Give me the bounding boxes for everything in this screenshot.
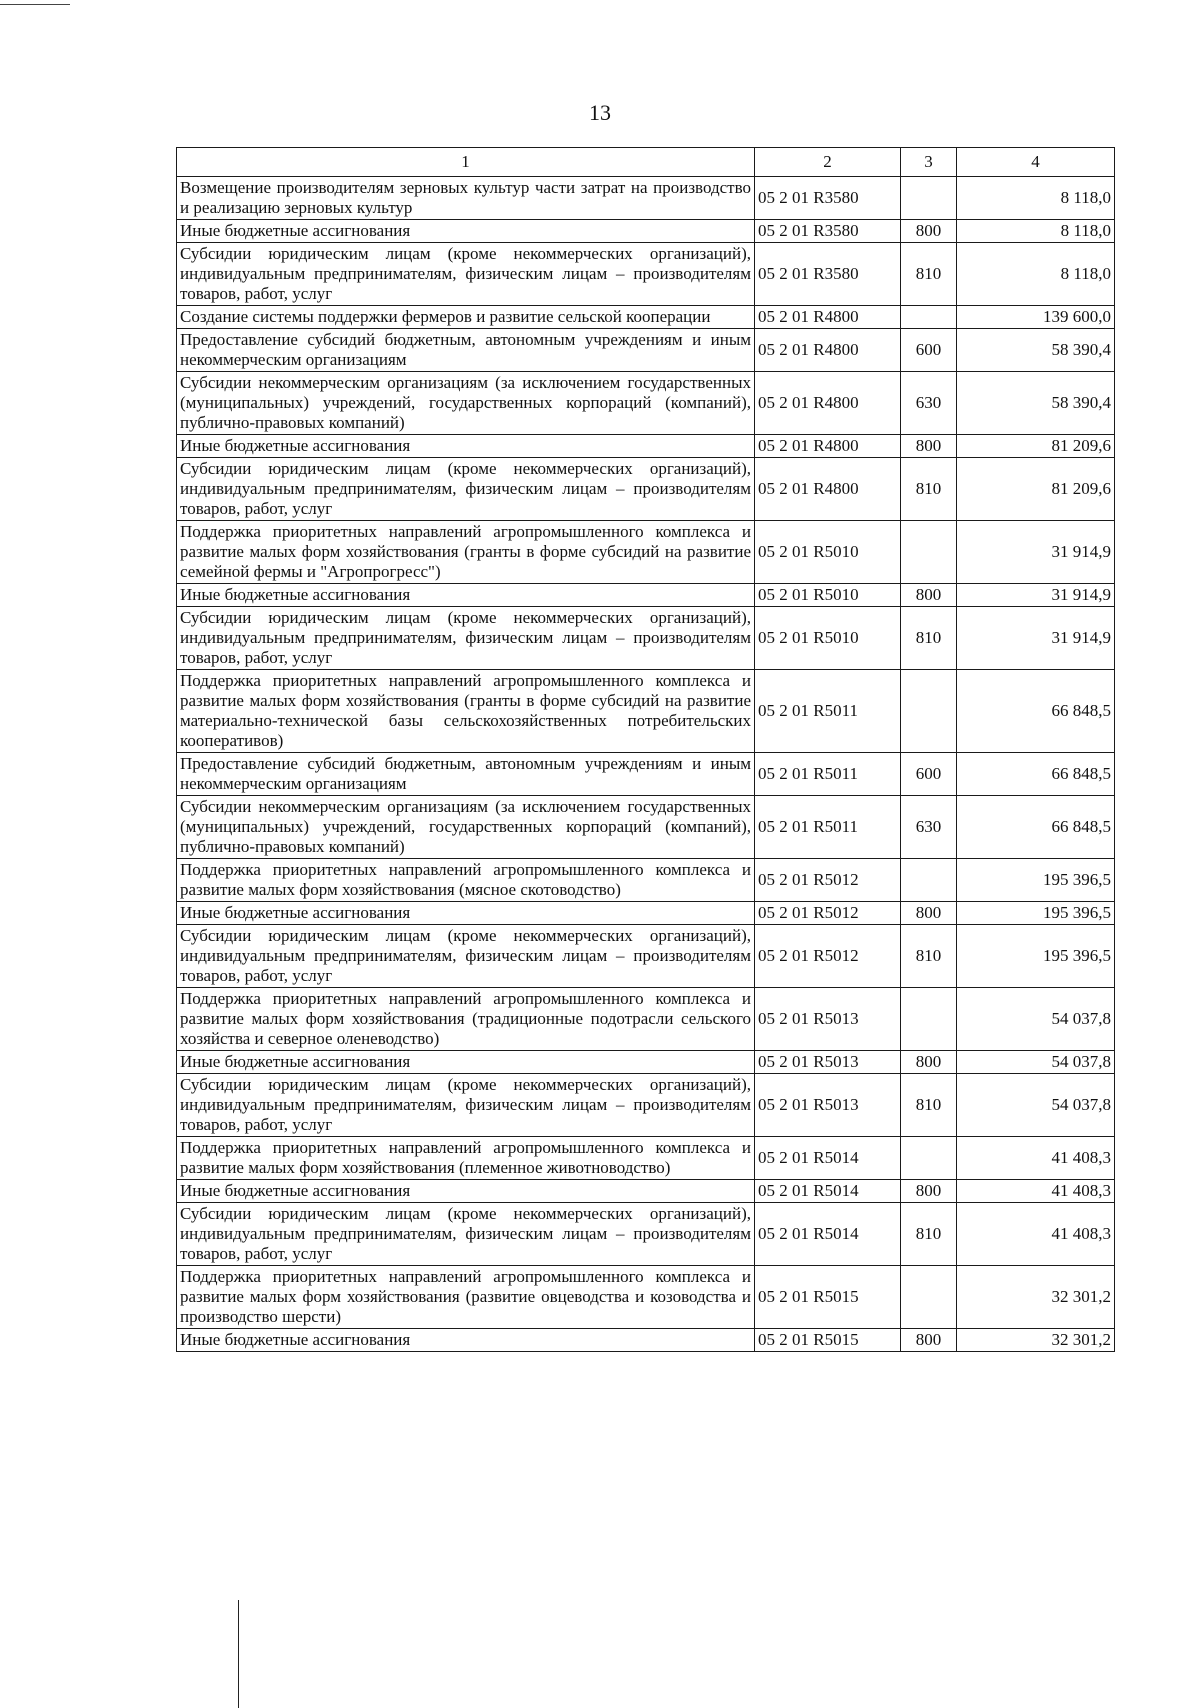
budget-table xyxy=(176,147,1115,1352)
table-row xyxy=(177,670,1115,753)
row-name: Иные бюджетные ассигнования xyxy=(177,220,755,243)
row-code: 05 2 01 R5012 xyxy=(755,859,901,902)
row-expense-type: 800 xyxy=(901,435,957,458)
row-amount: 195 396,5 xyxy=(957,902,1115,925)
row-name: Иные бюджетные ассигнования xyxy=(177,902,755,925)
header-col-2: 2 xyxy=(755,148,901,177)
row-code: 05 2 01 R5011 xyxy=(755,796,901,859)
row-expense-type: 800 xyxy=(901,220,957,243)
scan-edge-line xyxy=(0,4,70,5)
table-row xyxy=(177,435,1115,458)
row-expense-type xyxy=(901,670,957,753)
row-code: 05 2 01 R5013 xyxy=(755,988,901,1051)
row-amount: 54 037,8 xyxy=(957,1074,1115,1137)
table-row xyxy=(177,1180,1115,1203)
row-expense-type: 800 xyxy=(901,1051,957,1074)
row-name: Поддержка приоритетных направлений агропромышленного комплекса и развитие малых форм хозяйствования (развитие овцеводства и козоводства и производство шерсти) xyxy=(177,1266,755,1329)
row-expense-type xyxy=(901,859,957,902)
row-code: 05 2 01 R5014 xyxy=(755,1180,901,1203)
row-amount: 66 848,5 xyxy=(957,796,1115,859)
row-expense-type: 800 xyxy=(901,902,957,925)
row-amount: 58 390,4 xyxy=(957,372,1115,435)
row-code: 05 2 01 R3580 xyxy=(755,220,901,243)
row-name: Субсидии юридическим лицам (кроме некоммерческих организаций), индивидуальным предпринимателям, физическим лицам – производителям товаров, работ, услуг xyxy=(177,607,755,670)
row-code: 05 2 01 R4800 xyxy=(755,435,901,458)
row-name: Поддержка приоритетных направлений агропромышленного комплекса и развитие малых форм хозяйствования (гранты в форме субсидий на развитие семейной фермы и "Агропрогресс") xyxy=(177,521,755,584)
row-name: Иные бюджетные ассигнования xyxy=(177,1329,755,1352)
row-amount: 66 848,5 xyxy=(957,753,1115,796)
table-row xyxy=(177,372,1115,435)
row-amount: 81 209,6 xyxy=(957,458,1115,521)
row-amount: 8 118,0 xyxy=(957,220,1115,243)
row-name: Субсидии некоммерческим организациям (за исключением государственных (муниципальных) учреждений, государственных корпораций (компаний), публично-правовых компаний) xyxy=(177,372,755,435)
row-expense-type: 810 xyxy=(901,1074,957,1137)
table-row xyxy=(177,1266,1115,1329)
row-expense-type: 800 xyxy=(901,1329,957,1352)
row-code: 05 2 01 R5015 xyxy=(755,1266,901,1329)
row-name: Поддержка приоритетных направлений агропромышленного комплекса и развитие малых форм хозяйствования (гранты в форме субсидий на развитие материально-технической базы сельскохозяйственных потребительских кооперативов) xyxy=(177,670,755,753)
row-code: 05 2 01 R4800 xyxy=(755,306,901,329)
row-name: Создание системы поддержки фермеров и развитие сельской кооперации xyxy=(177,306,755,329)
table-row xyxy=(177,988,1115,1051)
row-name: Иные бюджетные ассигнования xyxy=(177,1051,755,1074)
table-row xyxy=(177,329,1115,372)
row-code: 05 2 01 R4800 xyxy=(755,458,901,521)
header-col-3: 3 xyxy=(901,148,957,177)
row-code: 05 2 01 R5011 xyxy=(755,753,901,796)
row-amount: 195 396,5 xyxy=(957,859,1115,902)
row-name: Субсидии юридическим лицам (кроме некоммерческих организаций), индивидуальным предпринимателям, физическим лицам – производителям товаров, работ, услуг xyxy=(177,458,755,521)
row-amount: 32 301,2 xyxy=(957,1266,1115,1329)
row-code: 05 2 01 R5013 xyxy=(755,1074,901,1137)
row-amount: 32 301,2 xyxy=(957,1329,1115,1352)
table-row xyxy=(177,177,1115,220)
row-code: 05 2 01 R5014 xyxy=(755,1137,901,1180)
table-row xyxy=(177,306,1115,329)
row-expense-type: 600 xyxy=(901,329,957,372)
row-code: 05 2 01 R4800 xyxy=(755,372,901,435)
page-number: 13 xyxy=(589,100,611,125)
table-row xyxy=(177,1329,1115,1352)
row-amount: 41 408,3 xyxy=(957,1180,1115,1203)
row-name: Предоставление субсидий бюджетным, автономным учреждениям и иным некоммерческим организациям xyxy=(177,329,755,372)
table-body xyxy=(177,177,1115,1352)
row-amount: 66 848,5 xyxy=(957,670,1115,753)
row-name: Иные бюджетные ассигнования xyxy=(177,584,755,607)
table-row xyxy=(177,925,1115,988)
row-code: 05 2 01 R5010 xyxy=(755,521,901,584)
row-name: Поддержка приоритетных направлений агропромышленного комплекса и развитие малых форм хозяйствования (мясное скотоводство) xyxy=(177,859,755,902)
row-code: 05 2 01 R5015 xyxy=(755,1329,901,1352)
row-expense-type xyxy=(901,1266,957,1329)
table-row xyxy=(177,243,1115,306)
row-amount: 31 914,9 xyxy=(957,584,1115,607)
row-name: Поддержка приоритетных направлений агропромышленного комплекса и развитие малых форм хозяйствования (традиционные подотрасли сельского хозяйства и северное оленеводство) xyxy=(177,988,755,1051)
table-row xyxy=(177,607,1115,670)
row-code: 05 2 01 R5012 xyxy=(755,902,901,925)
row-code: 05 2 01 R3580 xyxy=(755,177,901,220)
row-amount: 58 390,4 xyxy=(957,329,1115,372)
row-name: Предоставление субсидий бюджетным, автономным учреждениям и иным некоммерческим организациям xyxy=(177,753,755,796)
row-amount: 8 118,0 xyxy=(957,177,1115,220)
row-code: 05 2 01 R3580 xyxy=(755,243,901,306)
table-row xyxy=(177,1137,1115,1180)
row-amount: 31 914,9 xyxy=(957,607,1115,670)
row-code: 05 2 01 R5010 xyxy=(755,584,901,607)
table-row xyxy=(177,220,1115,243)
row-amount: 81 209,6 xyxy=(957,435,1115,458)
row-amount: 54 037,8 xyxy=(957,1051,1115,1074)
row-name: Иные бюджетные ассигнования xyxy=(177,435,755,458)
row-expense-type: 810 xyxy=(901,925,957,988)
row-expense-type: 630 xyxy=(901,796,957,859)
row-code: 05 2 01 R5010 xyxy=(755,607,901,670)
table-row xyxy=(177,584,1115,607)
row-expense-type: 800 xyxy=(901,584,957,607)
row-amount: 54 037,8 xyxy=(957,988,1115,1051)
table-row xyxy=(177,458,1115,521)
table-row xyxy=(177,753,1115,796)
row-name: Возмещение производителям зерновых культур части затрат на производство и реализацию зерновых культур xyxy=(177,177,755,220)
row-code: 05 2 01 R5014 xyxy=(755,1203,901,1266)
row-code: 05 2 01 R4800 xyxy=(755,329,901,372)
row-expense-type xyxy=(901,1137,957,1180)
row-code: 05 2 01 R5013 xyxy=(755,1051,901,1074)
table-header-row xyxy=(177,148,1115,177)
row-amount: 41 408,3 xyxy=(957,1137,1115,1180)
row-code: 05 2 01 R5011 xyxy=(755,670,901,753)
row-name: Субсидии юридическим лицам (кроме некоммерческих организаций), индивидуальным предпринимателям, физическим лицам – производителям товаров, работ, услуг xyxy=(177,1074,755,1137)
row-expense-type xyxy=(901,521,957,584)
row-name: Поддержка приоритетных направлений агропромышленного комплекса и развитие малых форм хозяйствования (племенное животноводство) xyxy=(177,1137,755,1180)
row-expense-type: 800 xyxy=(901,1180,957,1203)
header-col-1: 1 xyxy=(177,148,755,177)
table-row xyxy=(177,796,1115,859)
row-name: Субсидии некоммерческим организациям (за исключением государственных (муниципальных) учреждений, государственных корпораций (компаний), публично-правовых компаний) xyxy=(177,796,755,859)
table-row xyxy=(177,1074,1115,1137)
row-name: Субсидии юридическим лицам (кроме некоммерческих организаций), индивидуальным предпринимателям, физическим лицам – производителям товаров, работ, услуг xyxy=(177,925,755,988)
row-expense-type: 600 xyxy=(901,753,957,796)
table-row xyxy=(177,1051,1115,1074)
row-expense-type: 810 xyxy=(901,607,957,670)
row-amount: 195 396,5 xyxy=(957,925,1115,988)
header-col-4: 4 xyxy=(957,148,1115,177)
row-amount: 41 408,3 xyxy=(957,1203,1115,1266)
row-amount: 31 914,9 xyxy=(957,521,1115,584)
row-amount: 139 600,0 xyxy=(957,306,1115,329)
row-expense-type xyxy=(901,306,957,329)
table-row xyxy=(177,521,1115,584)
row-name: Иные бюджетные ассигнования xyxy=(177,1180,755,1203)
table-row xyxy=(177,902,1115,925)
row-amount: 8 118,0 xyxy=(957,243,1115,306)
table-row xyxy=(177,1203,1115,1266)
table-row xyxy=(177,859,1115,902)
row-expense-type: 630 xyxy=(901,372,957,435)
margin-mark xyxy=(238,1600,239,1708)
row-code: 05 2 01 R5012 xyxy=(755,925,901,988)
row-name: Субсидии юридическим лицам (кроме некоммерческих организаций), индивидуальным предпринимателям, физическим лицам – производителям товаров, работ, услуг xyxy=(177,1203,755,1266)
row-expense-type: 810 xyxy=(901,458,957,521)
row-expense-type: 810 xyxy=(901,1203,957,1266)
row-expense-type: 810 xyxy=(901,243,957,306)
row-name: Субсидии юридическим лицам (кроме некоммерческих организаций), индивидуальным предпринимателям, физическим лицам – производителям товаров, работ, услуг xyxy=(177,243,755,306)
row-expense-type xyxy=(901,177,957,220)
row-expense-type xyxy=(901,988,957,1051)
